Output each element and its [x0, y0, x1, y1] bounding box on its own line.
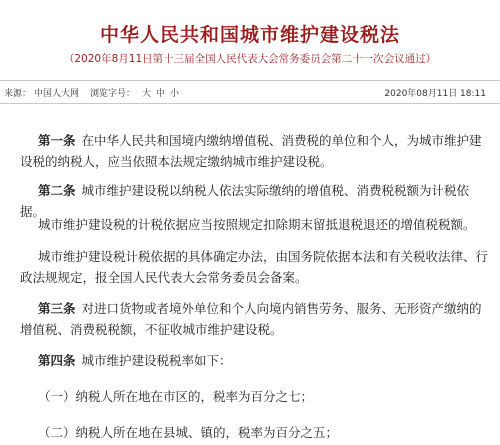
font-size-label: 浏览字号：: [90, 89, 136, 99]
article-paragraph: [20, 386, 490, 407]
document-title: 中华人民共和国城市维护建设税法: [99, 24, 400, 46]
article-text: （一）纳税人所在地在市区的，税率为百分之七；: [38, 389, 314, 404]
article-paragraph: [20, 246, 490, 288]
article-text: 在中华人民共和国境内缴纳增值税、消费税的单位和个人，为城市维护建设税的纳税人，应当依照本法规定缴纳城市维护建设税。: [20, 133, 482, 169]
article-number: 第一条: [38, 133, 76, 148]
article-text: （二）纳税人所在地在县城、镇的，税率为百分之五；: [38, 425, 339, 440]
source-value: 中国人大网: [34, 89, 80, 99]
meta-bar: [0, 80, 500, 104]
article-text: 城市维护建设税税率如下：: [81, 353, 232, 368]
article-text: 城市维护建设税的计税依据应当按照规定扣除期末留抵退税退还的增值税税额。: [38, 217, 476, 232]
article-paragraph: [20, 298, 490, 340]
article-paragraph: [20, 350, 490, 371]
article-paragraph: [20, 130, 490, 172]
article-text: 城市维护建设税以纳税人依法实际缴纳的增值税、消费税税额为计税依据。: [20, 183, 470, 219]
publish-date: 2020年08月11日 18:11: [384, 89, 486, 99]
article-number: 第二条: [38, 183, 76, 198]
font-size-small-button[interactable]: 小: [170, 89, 180, 99]
article-paragraph: [20, 422, 490, 443]
document-subtitle: （2020年8月11日第十三届全国人民代表大会常务委员会第二十一次会议通过）: [63, 53, 437, 65]
article-text: 城市维护建设税计税依据的具体确定办法，由国务院依据本法和有关税收法律、行政法规规定，报全国人民代表大会常务委员会备案。: [20, 249, 489, 285]
article-text: 对进口货物或者境外单位和个人向境内销售劳务、服务、无形资产缴纳的增值税、消费税税额，不征收城市维护建设税。: [20, 301, 482, 337]
font-size-medium-button[interactable]: 中: [156, 89, 166, 99]
source-label: 来源：: [4, 89, 32, 99]
article-paragraph: [20, 214, 490, 235]
font-size-large-button[interactable]: 大: [142, 89, 152, 99]
article-number: 第四条: [38, 353, 76, 368]
article-number: 第三条: [38, 301, 76, 316]
